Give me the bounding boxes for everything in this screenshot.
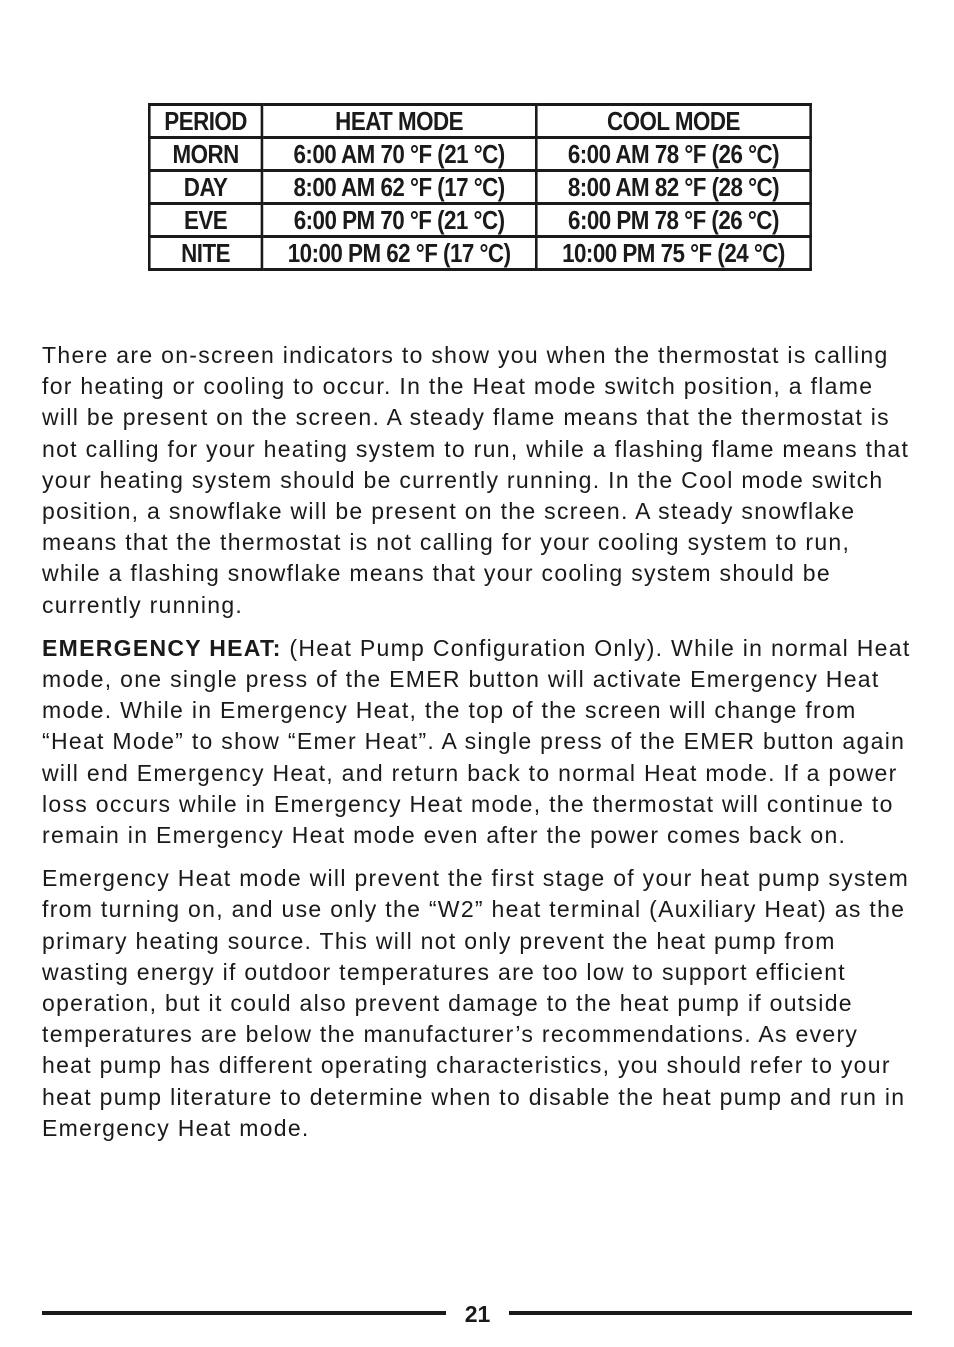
cool-mode-cell: 10:00 PM 75 °F (24 °C) xyxy=(536,237,810,270)
header-period: PERIOD xyxy=(149,105,262,138)
cool-mode-cell: 6:00 AM 78 °F (26 °C) xyxy=(536,138,810,171)
heat-mode-cell: 6:00 AM 70 °F (21 °C) xyxy=(262,138,536,171)
footer-divider-left xyxy=(42,1311,446,1315)
page-footer xyxy=(42,1298,912,1330)
header-cool-mode: COOL MODE xyxy=(536,105,810,138)
cool-mode-cell: 6:00 PM 78 °F (26 °C) xyxy=(536,204,810,237)
body-text xyxy=(42,340,912,1156)
period-cell: EVE xyxy=(149,204,262,237)
indicators-paragraph: There are on-screen indicators to show you when the thermostat is calling for heating or cooling to occur. In the Heat mode switch position, a flame will be present on the screen. A steady flame means that the thermostat is not calling for your heating system to run, while a flashing flame means that your heating system should be currently running. In the Cool mode switch position, a snowflake will be present on the screen. A steady snowflake means that the thermostat is not calling for your cooling system to run, while a flashing snowflake means that your cooling system should be currently running. xyxy=(42,342,910,618)
table-row xyxy=(149,237,810,270)
period-cell: NITE xyxy=(149,237,262,270)
footer-divider-right xyxy=(509,1311,912,1315)
period-cell: MORN xyxy=(149,138,262,171)
cool-mode-cell: 8:00 AM 82 °F (28 °C) xyxy=(536,171,810,204)
table-row xyxy=(149,171,810,204)
heat-mode-cell: 8:00 AM 62 °F (17 °C) xyxy=(262,171,536,204)
page-number: 21 xyxy=(464,1301,491,1327)
table-row xyxy=(149,204,810,237)
emergency-heat-heading: EMERGENCY HEAT: xyxy=(42,634,282,661)
emergency-heat-text: (Heat Pump Configuration Only). While in normal Heat mode, one single press of the EMER button will activate Emergency Heat mode. While in Emergency Heat, the top of the screen will change from “Heat Mode” to show “Emer Heat”. A single press of the EMER button again will end Emergency Heat, and return back to normal Heat mode. If a power loss occurs while in Emergency Heat mode, the thermostat will continue to remain in Emergency Heat mode even after the power comes back on. xyxy=(42,634,911,849)
schedule-table xyxy=(148,103,812,271)
heat-mode-cell: 10:00 PM 62 °F (17 °C) xyxy=(262,237,536,270)
emergency-heat-detail-paragraph: Emergency Heat mode will prevent the first stage of your heat pump system from turning on, and use only the “W2” heat terminal (Auxiliary Heat) as the primary heating source. This will not only prevent the heat pump from wasting energy if outdoor temperatures are too low to support efficient operation, but it could also prevent damage to the heat pump if outside temperatures are below the manufacturer’s recommendations. As every heat pump has different operating characteristics, you should refer to your heat pump literature to determine when to disable the heat pump and run in Emergency Heat mode. xyxy=(42,865,910,1141)
period-cell: DAY xyxy=(149,171,262,204)
emergency-heat-paragraph xyxy=(42,633,912,851)
table-header-row xyxy=(149,105,810,138)
table-row xyxy=(149,138,810,171)
header-heat-mode: HEAT MODE xyxy=(262,105,536,138)
heat-mode-cell: 6:00 PM 70 °F (21 °C) xyxy=(262,204,536,237)
